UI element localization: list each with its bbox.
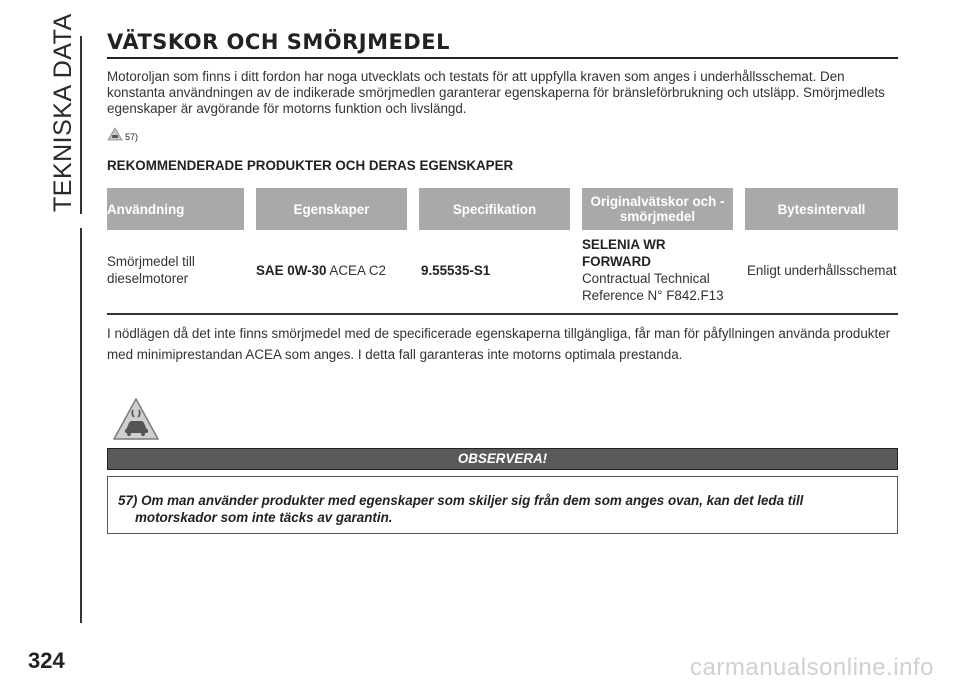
sidebar-divider-top xyxy=(80,36,82,214)
observation-box xyxy=(107,476,898,534)
reference-marker[interactable] xyxy=(107,125,898,143)
reference-label: 57) xyxy=(125,132,139,142)
observation-text: 57) Om man använder produkter med egenskaper som skiljer sig från dem som anges ovan, kan det leda till motorskador som inte täcks av garantin. xyxy=(118,493,804,525)
cell-specification xyxy=(407,230,570,310)
section-title: VÄTSKOR OCH SMÖRJMEDEL xyxy=(107,30,898,59)
intro-paragraph: Motoroljan som finns i ditt fordon har noga utvecklats och testats för att uppfylla kraven som anges i underhållsschemat. Den konstanta användningen av de indikerade smörjmedlen garanterar egenskaperna för bränsleförbrukning och utsläpp. Smörjmedlets egenskaper är avgörande för motorns funktion och livslängd. xyxy=(107,69,885,116)
cell-usage: Smörjmedel till dieselmotorer xyxy=(107,254,195,286)
cell-interval: Enligt underhållsschemat xyxy=(747,262,897,278)
header-properties: Egenskaper xyxy=(244,188,407,230)
lubricant-table xyxy=(107,188,898,310)
original-product-name: SELENIA WR FORWARD xyxy=(582,237,666,269)
note-paragraph: I nödlägen då det inte finns smörjmedel med de specificerade egenskaperna tillgängliga, får man för påfyllningen använda produkter med minimiprestandan ACEA som anges. I detta fall garanteras inte motorns optimala prestanda. xyxy=(107,326,891,362)
car-warning-icon xyxy=(107,127,123,141)
car-warning-icon xyxy=(112,397,160,441)
header-original-fluids: Originalvätskor och -smörjmedel xyxy=(570,188,733,230)
watermark: carmanualsonline.info xyxy=(690,654,934,681)
cell-original-fluids xyxy=(570,230,733,310)
table-header-row xyxy=(107,188,898,230)
specification-code: 9.55535-S1 xyxy=(421,262,491,278)
header-interval: Bytesintervall xyxy=(733,188,898,230)
sidebar-title: TEKNISKA DATA xyxy=(49,13,77,212)
cell-properties xyxy=(244,230,407,310)
header-specification: Specifikation xyxy=(407,188,570,230)
property-spec: ACEA C2 xyxy=(326,262,386,278)
property-grade: SAE 0W-30 xyxy=(256,262,327,278)
sidebar-divider-bottom xyxy=(80,228,82,623)
page-number: 324 xyxy=(28,648,65,673)
main-content xyxy=(107,30,898,365)
subheading: REKOMMENDERADE PRODUKTER OCH DERAS EGENSKAPER xyxy=(107,158,514,173)
header-usage: Användning xyxy=(107,188,244,230)
table-row xyxy=(107,230,898,310)
original-product-reference: Contractual Technical Reference N° F842.F13 xyxy=(582,271,724,303)
table-bottom-rule xyxy=(107,313,898,315)
observation-title-bar: OBSERVERA! xyxy=(107,448,898,470)
